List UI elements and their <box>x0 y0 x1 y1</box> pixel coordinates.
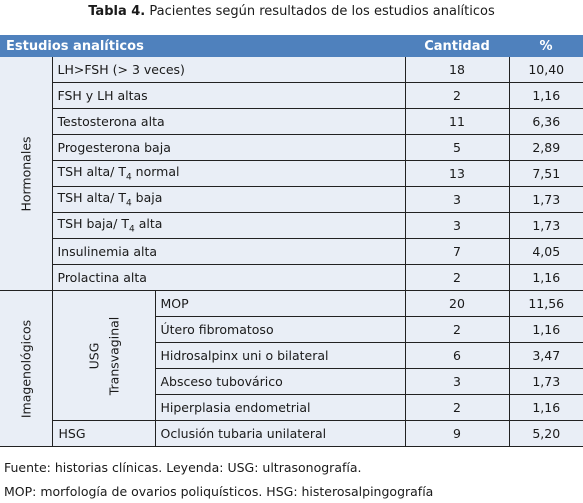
row-cantidad: 13 <box>405 161 509 187</box>
row-cantidad: 5 <box>405 135 509 161</box>
table-row <box>0 57 583 83</box>
group-imagenologicos-label: Imagenológicos <box>18 319 34 418</box>
row-label-sub: 4 <box>129 224 135 235</box>
row-label-b: baja <box>131 190 163 206</box>
row-cantidad: 3 <box>405 369 509 395</box>
row-label: Testosterona alta <box>52 109 405 135</box>
row-label-sub: 4 <box>125 172 132 183</box>
row-cantidad: 3 <box>405 187 509 213</box>
group-hsg-label: HSG <box>52 421 155 447</box>
row-pct: 5,20 <box>509 421 583 447</box>
row-cantidad: 3 <box>405 213 509 239</box>
header-cantidad: Cantidad <box>405 35 509 57</box>
row-label: MOP <box>155 291 405 317</box>
table-row <box>0 161 583 187</box>
table-title <box>0 4 583 20</box>
header-estudios: Estudios analíticos <box>0 35 405 57</box>
row-pct: 1,16 <box>509 265 583 291</box>
group-transvaginal-label: Transvaginal <box>106 316 121 395</box>
group-hormonales <box>0 57 52 291</box>
table-title-label: Tabla 4. <box>88 4 146 19</box>
row-label-sub: 4 <box>125 198 132 209</box>
row-label: LH>FSH (> 3 veces) <box>52 57 405 83</box>
row-pct: 1,16 <box>509 317 583 343</box>
results-table <box>0 35 583 447</box>
row-cantidad: 20 <box>405 291 509 317</box>
row-pct: 1,16 <box>509 83 583 109</box>
row-pct: 3,47 <box>509 343 583 369</box>
row-pct: 1,73 <box>509 369 583 395</box>
group-usg-transvaginal <box>52 291 155 421</box>
row-pct: 6,36 <box>509 109 583 135</box>
row-cantidad: 2 <box>405 83 509 109</box>
row-pct: 2,89 <box>509 135 583 161</box>
footer-legend: MOP: morfología de ovarios poliquísticos. HSG: histerosalpingografía <box>4 484 434 499</box>
footer-source: Fuente: historias clínicas. Leyenda: USG: ultrasonografía. <box>4 460 362 475</box>
group-hormonales-label: Hormonales <box>18 135 34 212</box>
row-cantidad: 11 <box>405 109 509 135</box>
row-label: Útero fibromatoso <box>155 317 405 343</box>
row-label-a: TSH baja/ T <box>57 216 129 232</box>
row-cantidad: 2 <box>405 265 509 291</box>
row-pct: 10,40 <box>509 57 583 83</box>
table-row <box>0 291 583 317</box>
table-row <box>0 187 583 213</box>
group-imagenologicos <box>0 291 52 447</box>
header-pct: % <box>509 35 583 57</box>
row-label: Insulinemia alta <box>52 239 405 265</box>
row-cantidad: 2 <box>405 317 509 343</box>
row-label: Oclusión tubaria unilateral <box>155 421 405 447</box>
row-label: Hiperplasia endometrial <box>155 395 405 421</box>
row-cantidad: 2 <box>405 395 509 421</box>
row-cantidad: 6 <box>405 343 509 369</box>
row-pct: 11,56 <box>509 291 583 317</box>
row-label-a: TSH alta/ T <box>57 164 126 180</box>
row-label: Progesterona baja <box>52 135 405 161</box>
row-label: FSH y LH altas <box>52 83 405 109</box>
row-label <box>52 187 405 213</box>
row-label: Prolactina alta <box>52 265 405 291</box>
row-pct: 7,51 <box>509 161 583 187</box>
table-row <box>0 109 583 135</box>
row-label: Hidrosalpinx uni o bilateral <box>155 343 405 369</box>
row-label: Absceso tubovárico <box>155 369 405 395</box>
table-row <box>0 239 583 265</box>
row-label <box>52 161 405 187</box>
row-label-b: alta <box>134 216 163 232</box>
table-row <box>0 421 583 447</box>
row-pct: 1,73 <box>509 187 583 213</box>
row-pct: 4,05 <box>509 239 583 265</box>
row-pct: 1,73 <box>509 213 583 239</box>
row-label-b: normal <box>131 164 180 180</box>
table-header-row <box>0 35 583 57</box>
row-cantidad: 7 <box>405 239 509 265</box>
row-label-a: TSH alta/ T <box>57 190 126 206</box>
row-label <box>52 213 405 239</box>
row-pct: 1,16 <box>509 395 583 421</box>
table-row <box>0 83 583 109</box>
group-usg-label: USG <box>86 342 101 369</box>
table-row <box>0 135 583 161</box>
table-title-text: Pacientes según resultados de los estudios analíticos <box>145 4 495 19</box>
table-row <box>0 213 583 239</box>
table-row <box>0 265 583 291</box>
row-cantidad: 9 <box>405 421 509 447</box>
row-cantidad: 18 <box>405 57 509 83</box>
